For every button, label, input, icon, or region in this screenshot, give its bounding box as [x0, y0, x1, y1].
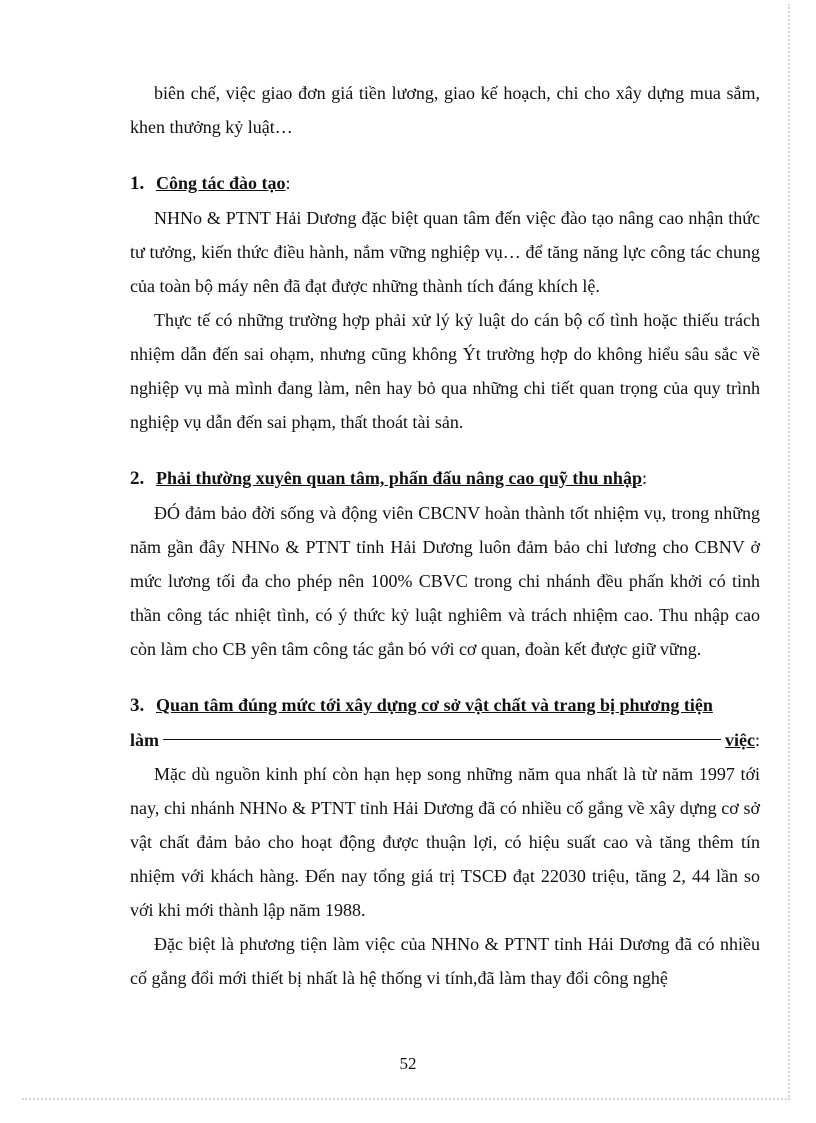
section-3-title-word-end: việc	[725, 730, 755, 750]
intro-paragraph: biên chế, việc giao đơn giá tiền lương, giao kế hoạch, chi cho xây dựng mua sắm, khen thưởng kỷ luật…	[130, 83, 760, 137]
section-2-paragraph-1: ĐÓ đảm bảo đời sống và động viên CBCNV hoàn thành tốt nhiệm vụ, trong những năm gần đây NHNo & PTNT tỉnh Hải Dương luôn đảm bảo chi lương cho CBNV ở mức lương tối đa cho phép nên 100% CBVC trong chi nhánh đều phấn khởi có tinh thần công tác nhiệt tình, có ý thức kỷ luật nghiêm và trách nhiệm cao. Thu nhập cao còn làm cho CB yên tâm công tác gắn bó với cơ quan, đoàn kết được giữ vững.	[130, 503, 760, 659]
section-3-heading-line-2	[130, 723, 760, 757]
section-1-paragraph-1: NHNo & PTNT Hải Dương đặc biệt quan tâm đến việc đào tạo nâng cao nhận thức tư tưởng, kiến thức điều hành, nắm vững nghiệp vụ… để tăng năng lực công tác chung của toàn bộ máy nên đã đạt được những thành tích đáng khích lệ.	[130, 208, 760, 296]
section-3-heading	[130, 688, 760, 723]
section-1-colon: :	[285, 173, 291, 193]
section-1-paragraph-2: Thực tế có những trường hợp phải xử lý kỷ luật do cán bộ cố tình hoặc thiếu trách nhiệm dẫn đến sai ohạm, nhưng cũng không Ýt trường hợp do không hiểu sâu sắc về nghiệp vụ mà mình đang làm, nên hay bỏ qua những chi tiết quan trọng của quy trình nghiệp vụ dẫn đến sai phạm, thất thoát tài sản.	[130, 310, 760, 432]
section-2-colon: :	[641, 468, 647, 488]
section-1-number: 1.	[130, 173, 145, 194]
section-3-number: 3.	[130, 695, 145, 716]
section-3-title-word-start: làm	[130, 730, 159, 750]
section-2-number: 2.	[130, 468, 145, 489]
section-1-heading	[130, 166, 760, 201]
section-1-title: Công tác đào tạo	[156, 173, 286, 193]
document-body	[130, 76, 760, 995]
section-2-title: Phải thường xuyên quan tâm, phấn đấu nâng cao quỹ thu nhập	[156, 468, 642, 488]
section-3-title-line-1: Quan tâm đúng mức tới xây dựng cơ sở vật chất và trang bị phương tiện	[156, 695, 713, 715]
section-3-paragraph-2: Đặc biệt là phương tiện làm việc của NHNo & PTNT tỉnh Hải Dương đã có nhiều cố gắng đổi mới thiết bị nhất là hệ thống vi tính,đã làm thay đổi công nghệ	[130, 934, 760, 988]
section-3-title-underline-fill	[163, 739, 721, 740]
section-3-paragraph-1: Mặc dù nguồn kinh phí còn hạn hẹp song những năm qua nhất là từ năm 1997 tới nay, chi nhánh NHNo & PTNT tỉnh Hải Dương đã có nhiều cố gắng về xây dựng cơ sở vật chất đảm bảo cho hoạt động được thuận lợi, có hiệu suất cao và tăng thêm tín nhiệm với khách hàng. Đến nay tổng giá trị TSCĐ đạt 22030 triệu, tăng 2, 44 lần so với khi mới thành lập năm 1988.	[130, 764, 760, 920]
page-number: 52	[399, 1054, 417, 1073]
section-3-colon: :	[754, 730, 760, 750]
section-2-heading	[130, 461, 760, 496]
